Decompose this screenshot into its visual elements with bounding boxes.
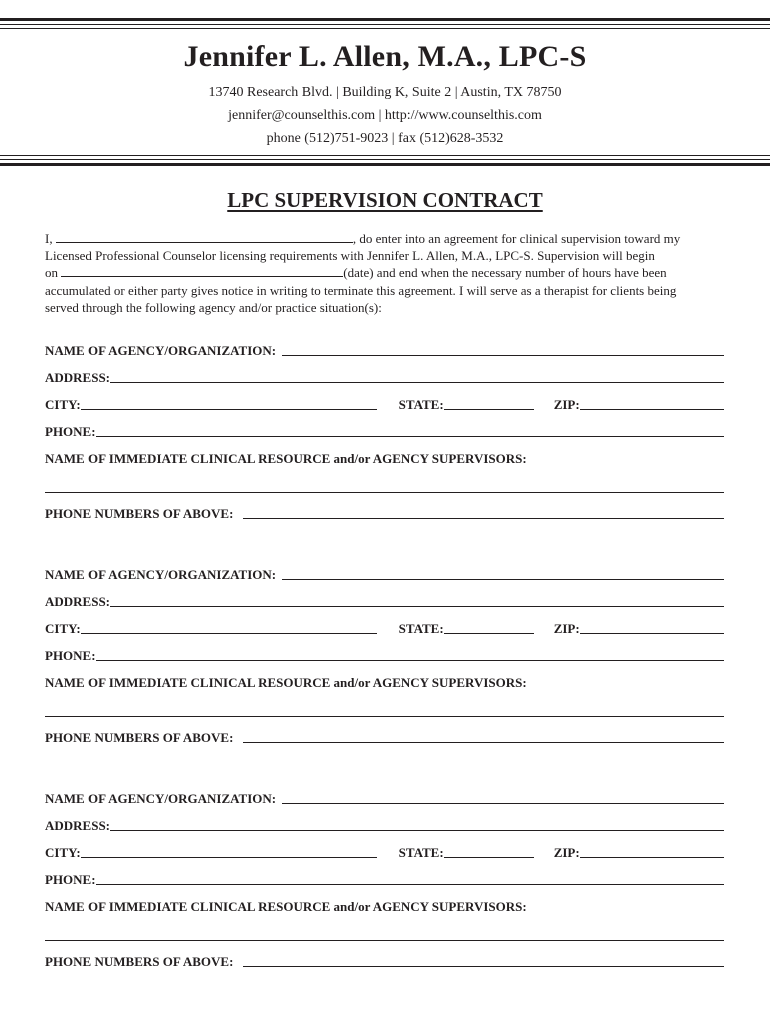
- zip-label: ZIP:: [553, 621, 580, 636]
- city-field[interactable]: [81, 408, 377, 410]
- zip-field[interactable]: [580, 856, 724, 858]
- intro-text-3a: on: [45, 265, 62, 281]
- city-label: CITY:: [45, 621, 81, 636]
- phone-numbers-field[interactable]: [243, 517, 724, 519]
- address-field[interactable]: [110, 829, 724, 831]
- state-field[interactable]: [444, 856, 534, 858]
- phone-numbers-label: PHONE NUMBERS OF ABOVE:: [45, 506, 234, 521]
- header-top-rule-thick: [0, 18, 770, 21]
- city-label: CITY:: [45, 397, 81, 412]
- phone-numbers-label: PHONE NUMBERS OF ABOVE:: [45, 954, 234, 969]
- phone-numbers-field[interactable]: [243, 965, 724, 967]
- supervisors-field[interactable]: [45, 492, 724, 493]
- agency-name-field[interactable]: [282, 354, 724, 356]
- state-field[interactable]: [444, 632, 534, 634]
- intro-text-4: accumulated or either party gives notice in writing to terminate this agreement. I will serve as a therapist for clients being: [45, 282, 677, 298]
- intro-text-3b: (date) and end when the necessary number of hours have been: [343, 265, 667, 281]
- agency-block-1: [45, 340, 724, 540]
- letterhead-web: jennifer@counselthis.com | http://www.counselthis.com: [228, 108, 542, 123]
- letterhead-phone: phone (512)751-9023 | fax (512)628-3532: [266, 131, 504, 146]
- intro-text-2: Licensed Professional Counselor licensing requirements with Jennifer L. Allen, M.A., LPC-S. Supervision will begin: [45, 248, 655, 264]
- agency-block-3: [45, 788, 724, 988]
- zip-label: ZIP:: [553, 845, 580, 860]
- agency-name-label: NAME OF AGENCY/ORGANIZATION:: [45, 343, 277, 358]
- city-label: CITY:: [45, 845, 81, 860]
- supervisors-label: NAME OF IMMEDIATE CLINICAL RESOURCE and/or AGENCY SUPERVISORS:: [45, 899, 527, 914]
- header-bottom-rule-thick: [0, 163, 770, 166]
- page-title: LPC SUPERVISION CONTRACT: [227, 188, 543, 212]
- supervisors-field[interactable]: [45, 940, 724, 941]
- agency-name-field[interactable]: [282, 578, 724, 580]
- intro-text-1b: , do enter into an agreement for clinical supervision toward my: [352, 231, 681, 246]
- agency-name-label: NAME OF AGENCY/ORGANIZATION:: [45, 567, 277, 582]
- phone-label: PHONE:: [45, 648, 96, 663]
- zip-field[interactable]: [580, 632, 724, 634]
- address-label: ADDRESS:: [45, 818, 111, 833]
- intro-text-1a: I,: [45, 231, 56, 246]
- phone-label: PHONE:: [45, 872, 96, 887]
- zip-field[interactable]: [580, 408, 724, 410]
- state-label: STATE:: [398, 621, 444, 636]
- address-field[interactable]: [110, 381, 724, 383]
- state-label: STATE:: [398, 845, 444, 860]
- supervisee-name-field[interactable]: [56, 230, 353, 243]
- state-label: STATE:: [398, 397, 444, 412]
- state-field[interactable]: [444, 408, 534, 410]
- zip-label: ZIP:: [553, 397, 580, 412]
- city-field[interactable]: [81, 632, 377, 634]
- header-bottom-rule-thin-2: [0, 159, 770, 160]
- phone-field[interactable]: [96, 435, 724, 437]
- letterhead-name: Jennifer L. Allen, M.A., LPC-S: [183, 40, 587, 73]
- address-label: ADDRESS:: [45, 594, 111, 609]
- agency-name-field[interactable]: [282, 802, 724, 804]
- phone-numbers-label: PHONE NUMBERS OF ABOVE:: [45, 730, 234, 745]
- agency-name-label: NAME OF AGENCY/ORGANIZATION:: [45, 791, 277, 806]
- city-field[interactable]: [81, 856, 377, 858]
- address-field[interactable]: [110, 605, 724, 607]
- letterhead-address: 13740 Research Blvd. | Building K, Suite 2 | Austin, TX 78750: [208, 85, 562, 100]
- header-top-rule-thin: [0, 24, 770, 25]
- intro-text-5: served through the following agency and/or practice situation(s):: [45, 299, 382, 315]
- supervisors-label: NAME OF IMMEDIATE CLINICAL RESOURCE and/or AGENCY SUPERVISORS:: [45, 451, 527, 466]
- phone-numbers-field[interactable]: [243, 741, 724, 743]
- phone-field[interactable]: [96, 883, 724, 885]
- header-top-rule-thin-2: [0, 28, 770, 29]
- intro-paragraph: [45, 230, 730, 316]
- header-bottom-rule-thin: [0, 155, 770, 156]
- phone-field[interactable]: [96, 659, 724, 661]
- supervisors-field[interactable]: [45, 716, 724, 717]
- address-label: ADDRESS:: [45, 370, 111, 385]
- supervisors-label: NAME OF IMMEDIATE CLINICAL RESOURCE and/or AGENCY SUPERVISORS:: [45, 675, 527, 690]
- agency-block-2: [45, 564, 724, 764]
- phone-label: PHONE:: [45, 424, 96, 439]
- start-date-field[interactable]: [61, 264, 343, 277]
